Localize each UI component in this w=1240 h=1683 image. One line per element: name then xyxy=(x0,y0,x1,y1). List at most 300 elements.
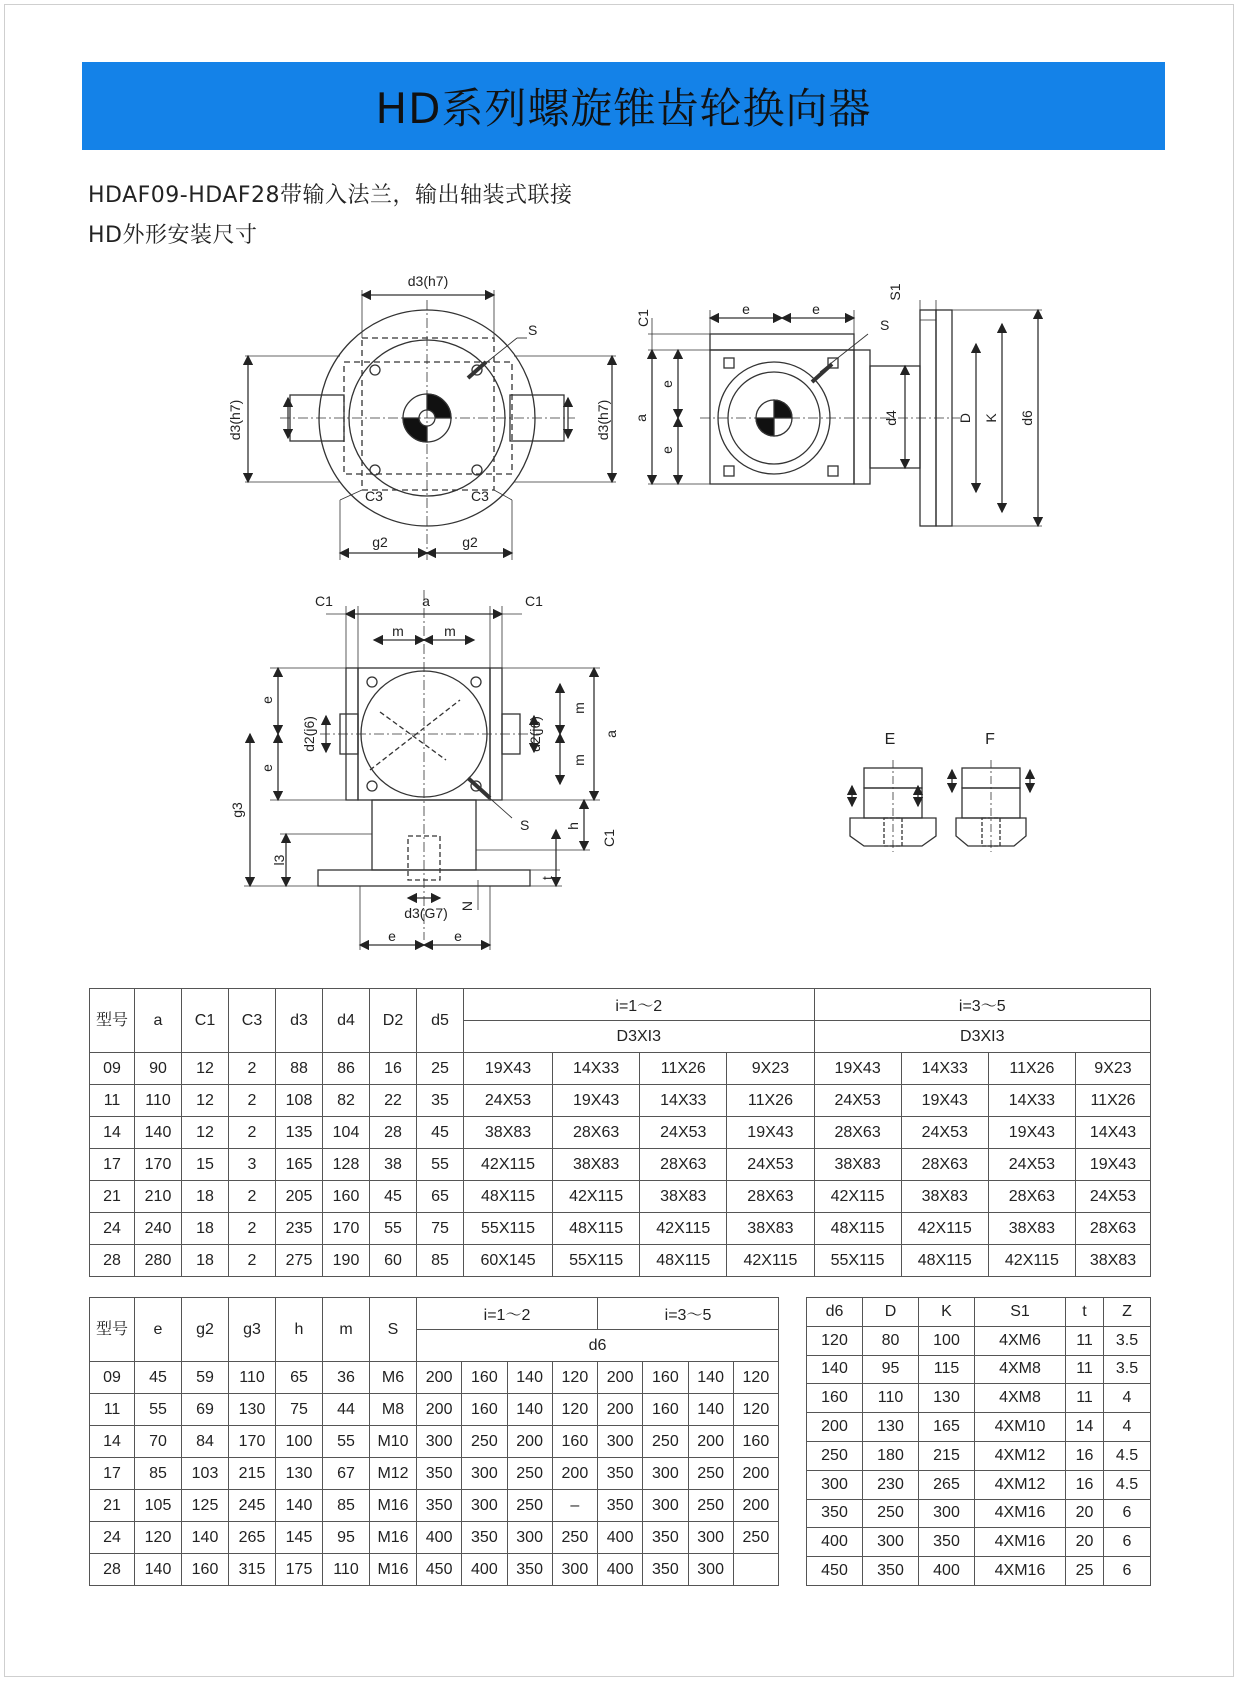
t2-row xyxy=(90,1362,779,1394)
t2-cell: 160 xyxy=(462,1362,507,1394)
t2-cell: 140 xyxy=(688,1394,733,1426)
t1-head-ratio-low: i=1～2 xyxy=(464,989,815,1021)
t2-cell: 95 xyxy=(323,1522,370,1554)
t1-cell: 45 xyxy=(370,1181,417,1213)
t1-cell: 28X63 xyxy=(1075,1213,1150,1245)
t3-head-D: D xyxy=(863,1298,919,1327)
t3-cell: 4XM8 xyxy=(975,1355,1066,1384)
label-a-top: a xyxy=(422,593,430,609)
t3-cell: 14 xyxy=(1066,1413,1104,1442)
t3-cell: 6 xyxy=(1103,1499,1150,1528)
t1-cell: 35 xyxy=(417,1085,464,1117)
t2-cell: 250 xyxy=(507,1490,552,1522)
t2-cell: 350 xyxy=(462,1522,507,1554)
t2-cell: 55 xyxy=(323,1426,370,1458)
t2-cell: 250 xyxy=(552,1522,597,1554)
t1-cell: 11X26 xyxy=(727,1085,814,1117)
t2-cell: 250 xyxy=(507,1458,552,1490)
t1-cell: 24 xyxy=(90,1213,135,1245)
t1-cell: 280 xyxy=(135,1245,182,1277)
label-a-right: a xyxy=(603,730,619,738)
subtitle-dimensions: HD外形安装尺寸 xyxy=(88,223,258,248)
t2-row xyxy=(90,1490,779,1522)
t1-cell: 85 xyxy=(417,1245,464,1277)
title-banner xyxy=(82,62,1165,150)
t3-row xyxy=(807,1326,1151,1355)
t2-cell: 59 xyxy=(182,1362,229,1394)
t1-cell: 14 xyxy=(90,1117,135,1149)
t2-cell: 125 xyxy=(182,1490,229,1522)
t1-cell: 38 xyxy=(370,1149,417,1181)
label-d2j6-right: d2(j6) xyxy=(527,716,543,752)
t1-cell: 19X43 xyxy=(814,1053,901,1085)
label-t: t xyxy=(539,876,555,880)
t2-cell: 250 xyxy=(643,1426,688,1458)
t3-cell: 4XM16 xyxy=(975,1499,1066,1528)
t2-cell: 140 xyxy=(182,1522,229,1554)
t2-cell: 17 xyxy=(90,1458,135,1490)
t2-cell xyxy=(733,1554,778,1586)
t1-cell: 88 xyxy=(276,1053,323,1085)
t1-cell: 55 xyxy=(417,1149,464,1181)
t1-cell: 12 xyxy=(182,1053,229,1085)
t2-cell: M6 xyxy=(370,1362,417,1394)
t1-cell: 60 xyxy=(370,1245,417,1277)
t2-cell: 28 xyxy=(90,1554,135,1586)
t3-cell: 6 xyxy=(1103,1557,1150,1586)
t1-cell: 275 xyxy=(276,1245,323,1277)
t2-cell: 350 xyxy=(417,1490,462,1522)
t1-cell: 12 xyxy=(182,1085,229,1117)
t3-cell: 140 xyxy=(807,1355,863,1384)
t2-cell: 300 xyxy=(643,1458,688,1490)
t1-cell: 55X115 xyxy=(814,1245,901,1277)
t2-cell: 85 xyxy=(323,1490,370,1522)
t2-cell: 69 xyxy=(182,1394,229,1426)
label-d3g7: d3(G7) xyxy=(404,905,448,921)
t2-cell: 120 xyxy=(733,1362,778,1394)
t1-cell: 48X115 xyxy=(814,1213,901,1245)
t1-cell: 15 xyxy=(182,1149,229,1181)
t2-cell: 44 xyxy=(323,1394,370,1426)
t3-cell: 110 xyxy=(863,1384,919,1413)
t3-cell: 350 xyxy=(807,1499,863,1528)
label-e-top-left: e xyxy=(742,301,750,317)
t1-cell: 38X83 xyxy=(901,1181,988,1213)
t1-cell: 18 xyxy=(182,1213,229,1245)
t1-cell: 240 xyxy=(135,1213,182,1245)
t2-row xyxy=(90,1458,779,1490)
t1-cell: 28X63 xyxy=(553,1117,640,1149)
t1-cell: 128 xyxy=(323,1149,370,1181)
t2-head-m: m xyxy=(323,1298,370,1362)
t3-cell: 20 xyxy=(1066,1528,1104,1557)
t3-cell: 16 xyxy=(1066,1470,1104,1499)
t1-cell: 24X53 xyxy=(640,1117,727,1149)
label-e-top-view-upper: e xyxy=(259,696,275,704)
t2-cell: 250 xyxy=(733,1522,778,1554)
t2-cell: M12 xyxy=(370,1458,417,1490)
t2-cell: M16 xyxy=(370,1554,417,1586)
t1-row xyxy=(90,1117,1151,1149)
t1-cell: 16 xyxy=(370,1053,417,1085)
t2-cell: 200 xyxy=(688,1426,733,1458)
t3-cell: 180 xyxy=(863,1441,919,1470)
t3-cell: 4XM6 xyxy=(975,1326,1066,1355)
t3-cell: 165 xyxy=(919,1413,975,1442)
t1-cell: 160 xyxy=(323,1181,370,1213)
t3-cell: 130 xyxy=(863,1413,919,1442)
t2-cell: 170 xyxy=(229,1426,276,1458)
t1-cell: 38X83 xyxy=(1075,1245,1150,1277)
t3-cell: 400 xyxy=(807,1528,863,1557)
t3-cell: 6 xyxy=(1103,1528,1150,1557)
t1-cell: 38X83 xyxy=(727,1213,814,1245)
t2-cell: 200 xyxy=(507,1426,552,1458)
t3-cell: 100 xyxy=(919,1326,975,1355)
t1-cell: 38X83 xyxy=(814,1149,901,1181)
t2-cell: 400 xyxy=(462,1554,507,1586)
t2-cell: 36 xyxy=(323,1362,370,1394)
t3-head-t: t xyxy=(1066,1298,1104,1327)
t3-cell: 11 xyxy=(1066,1326,1104,1355)
label-s-top-view: S xyxy=(520,817,530,833)
t1-head-model: 型号 xyxy=(90,989,135,1053)
t2-cell: 140 xyxy=(507,1394,552,1426)
t1-cell: 24X53 xyxy=(814,1085,901,1117)
page-title: HD系列螺旋锥齿轮换向器 xyxy=(375,84,872,133)
label-d6: d6 xyxy=(1019,410,1035,426)
t3-cell: 4.5 xyxy=(1103,1470,1150,1499)
t2-cell: 200 xyxy=(417,1362,462,1394)
label-a-side: a xyxy=(633,414,649,422)
t3-cell: 250 xyxy=(807,1441,863,1470)
t1-cell: 135 xyxy=(276,1117,323,1149)
t1-cell: 24X53 xyxy=(464,1085,553,1117)
t1-head-c3: C3 xyxy=(229,989,276,1053)
t3-cell: 120 xyxy=(807,1326,863,1355)
t2-cell: 250 xyxy=(688,1458,733,1490)
t2-cell: 300 xyxy=(598,1426,643,1458)
t2-cell: 350 xyxy=(643,1522,688,1554)
t2-cell: 140 xyxy=(276,1490,323,1522)
t2-cell: 200 xyxy=(552,1458,597,1490)
t2-cell: 09 xyxy=(90,1362,135,1394)
t1-cell: 14X43 xyxy=(1075,1117,1150,1149)
t3-cell: 4XM16 xyxy=(975,1528,1066,1557)
t3-cell: 350 xyxy=(863,1557,919,1586)
t2-cell: 215 xyxy=(229,1458,276,1490)
t2-cell: 120 xyxy=(135,1522,182,1554)
t2-cell: 11 xyxy=(90,1394,135,1426)
t2-cell: 300 xyxy=(552,1554,597,1586)
t2-cell: 120 xyxy=(552,1394,597,1426)
t3-head-Z: Z xyxy=(1103,1298,1150,1327)
t3-cell: 3.5 xyxy=(1103,1326,1150,1355)
t2-cell: 250 xyxy=(462,1426,507,1458)
label-g2-left: g2 xyxy=(372,534,388,550)
t2-cell: 65 xyxy=(276,1362,323,1394)
t1-head-d3: d3 xyxy=(276,989,323,1053)
t1-cell: 24X53 xyxy=(1075,1181,1150,1213)
t3-cell: 4 xyxy=(1103,1384,1150,1413)
t2-cell: 70 xyxy=(135,1426,182,1458)
label-s1: S1 xyxy=(887,283,903,301)
t2-cell: 160 xyxy=(552,1426,597,1458)
t2-cell: 350 xyxy=(598,1490,643,1522)
t1-cell: 48X115 xyxy=(464,1181,553,1213)
t2-head-h: h xyxy=(276,1298,323,1362)
t1-cell: 28X63 xyxy=(727,1181,814,1213)
t3-head-S1: S1 xyxy=(975,1298,1066,1327)
t1-cell: 55X115 xyxy=(464,1213,553,1245)
t3-cell: 160 xyxy=(807,1384,863,1413)
t2-head-e: e xyxy=(135,1298,182,1362)
t3-cell: 25 xyxy=(1066,1557,1104,1586)
t3-cell: 11 xyxy=(1066,1384,1104,1413)
label-g3: g3 xyxy=(229,802,245,818)
t2-cell: 300 xyxy=(688,1522,733,1554)
t1-cell: 19X43 xyxy=(1075,1149,1150,1181)
t1-cell: 24X53 xyxy=(901,1117,988,1149)
t2-cell: 120 xyxy=(552,1362,597,1394)
t2-cell: 140 xyxy=(688,1362,733,1394)
t1-cell: 110 xyxy=(135,1085,182,1117)
t1-cell: 140 xyxy=(135,1117,182,1149)
t1-row xyxy=(90,1245,1151,1277)
t3-row xyxy=(807,1441,1151,1470)
t2-body xyxy=(90,1362,779,1586)
label-N: N xyxy=(459,900,475,912)
t1-row xyxy=(90,1213,1151,1245)
t1-cell: 14X33 xyxy=(988,1085,1075,1117)
t3-cell: 230 xyxy=(863,1470,919,1499)
t3-head-K: K xyxy=(919,1298,975,1327)
t1-cell: 11X26 xyxy=(1075,1085,1150,1117)
t2-cell: 160 xyxy=(462,1394,507,1426)
label-e-side-lower: e xyxy=(659,446,675,454)
label-c1-right: C1 xyxy=(601,829,617,847)
t1-cell: 48X115 xyxy=(901,1245,988,1277)
t2-cell: 300 xyxy=(462,1490,507,1522)
t3-cell: 4XM8 xyxy=(975,1384,1066,1413)
label-c1-top-left: C1 xyxy=(315,593,333,609)
t1-cell: 19X43 xyxy=(901,1085,988,1117)
t2-cell: 140 xyxy=(507,1362,552,1394)
t2-cell: 200 xyxy=(598,1394,643,1426)
t3-row xyxy=(807,1557,1151,1586)
t1-cell: 55X115 xyxy=(553,1245,640,1277)
t2-cell: 160 xyxy=(643,1394,688,1426)
t3-cell: 200 xyxy=(807,1413,863,1442)
t3-cell: 11 xyxy=(1066,1355,1104,1384)
t2-head-ratio-high: i=3～5 xyxy=(598,1298,779,1330)
label-c3-right: C3 xyxy=(471,488,489,504)
label-d2j6-left: d2(j6) xyxy=(301,716,317,752)
t3-row xyxy=(807,1499,1151,1528)
label-d3h7-left: d3(h7) xyxy=(227,399,243,441)
label-m-top-right: m xyxy=(444,623,456,639)
t2-cell: 130 xyxy=(229,1394,276,1426)
t1-cell: 2 xyxy=(229,1085,276,1117)
t1-head-a: a xyxy=(135,989,182,1053)
label-K: K xyxy=(983,413,999,423)
t2-cell: 14 xyxy=(90,1426,135,1458)
t1-cell: 12 xyxy=(182,1117,229,1149)
t2-cell: 350 xyxy=(417,1458,462,1490)
t3-cell: 130 xyxy=(919,1384,975,1413)
flange-table xyxy=(806,1297,1151,1586)
label-l3: l3 xyxy=(271,854,287,866)
t3-cell: 300 xyxy=(919,1499,975,1528)
label-g2-right: g2 xyxy=(462,534,478,550)
t1-cell: 19X43 xyxy=(553,1085,640,1117)
t2-cell: M10 xyxy=(370,1426,417,1458)
t3-cell: 265 xyxy=(919,1470,975,1499)
t2-head-ratio-low: i=1～2 xyxy=(417,1298,598,1330)
t1-cell: 17 xyxy=(90,1149,135,1181)
label-h: h xyxy=(565,822,581,830)
t3-cell: 115 xyxy=(919,1355,975,1384)
t2-cell: 175 xyxy=(276,1554,323,1586)
label-m-top-left: m xyxy=(392,623,404,639)
t2-cell: 105 xyxy=(135,1490,182,1522)
label-D: D xyxy=(957,412,973,424)
t3-cell: 3.5 xyxy=(1103,1355,1150,1384)
label-m-right-lower: m xyxy=(571,754,587,766)
t3-cell: 4XM12 xyxy=(975,1441,1066,1470)
t2-cell: M16 xyxy=(370,1522,417,1554)
label-m-right-upper: m xyxy=(571,702,587,714)
t1-cell: 28 xyxy=(370,1117,417,1149)
t1-row xyxy=(90,1085,1151,1117)
t1-cell: 42X115 xyxy=(464,1149,553,1181)
t1-cell: 86 xyxy=(323,1053,370,1085)
t3-cell: 4XM12 xyxy=(975,1470,1066,1499)
t1-cell: 48X115 xyxy=(553,1213,640,1245)
t2-cell: 140 xyxy=(135,1554,182,1586)
t3-cell: 215 xyxy=(919,1441,975,1470)
label-c1-side: C1 xyxy=(635,309,651,327)
t1-cell: 19X43 xyxy=(464,1053,553,1085)
t1-cell: 2 xyxy=(229,1181,276,1213)
t3-head-d6: d6 xyxy=(807,1298,863,1327)
t1-cell: 42X115 xyxy=(553,1181,640,1213)
t2-head-s: S xyxy=(370,1298,417,1362)
t2-cell: 250 xyxy=(688,1490,733,1522)
t1-cell: 28X63 xyxy=(901,1149,988,1181)
t1-cell: 65 xyxy=(417,1181,464,1213)
label-c1-top-right: C1 xyxy=(525,593,543,609)
t1-cell: 28X63 xyxy=(814,1117,901,1149)
t2-cell: 245 xyxy=(229,1490,276,1522)
t2-cell: 24 xyxy=(90,1522,135,1554)
t1-cell: 11X26 xyxy=(640,1053,727,1085)
t2-row xyxy=(90,1522,779,1554)
t2-cell: 110 xyxy=(323,1554,370,1586)
t1-head-d4: d4 xyxy=(323,989,370,1053)
t1-cell: 42X115 xyxy=(988,1245,1075,1277)
t3-cell: 20 xyxy=(1066,1499,1104,1528)
t1-cell: 235 xyxy=(276,1213,323,1245)
t1-sub-high: D3XI3 xyxy=(814,1021,1150,1053)
t2-cell: 110 xyxy=(229,1362,276,1394)
label-d4: d4 xyxy=(883,410,899,426)
t1-head-d2: D2 xyxy=(370,989,417,1053)
t3-cell: 95 xyxy=(863,1355,919,1384)
t3-row xyxy=(807,1470,1151,1499)
t2-cell: 103 xyxy=(182,1458,229,1490)
t1-cell: 170 xyxy=(135,1149,182,1181)
t1-cell: 28 xyxy=(90,1245,135,1277)
t1-cell: 11 xyxy=(90,1085,135,1117)
t3-cell: 4XM16 xyxy=(975,1557,1066,1586)
t2-cell: 130 xyxy=(276,1458,323,1490)
t2-cell: 350 xyxy=(643,1554,688,1586)
t1-cell: 205 xyxy=(276,1181,323,1213)
t2-cell: M8 xyxy=(370,1394,417,1426)
t2-cell: 200 xyxy=(598,1362,643,1394)
t1-cell: 60X145 xyxy=(464,1245,553,1277)
t1-row xyxy=(90,1181,1151,1213)
t1-cell: 24X53 xyxy=(727,1149,814,1181)
t3-cell: 4.5 xyxy=(1103,1441,1150,1470)
t2-cell: – xyxy=(552,1490,597,1522)
t2-cell: 300 xyxy=(507,1522,552,1554)
label-e-bottom-left: e xyxy=(388,928,396,944)
t1-cell: 104 xyxy=(323,1117,370,1149)
t2-cell: 400 xyxy=(598,1554,643,1586)
t1-cell: 19X43 xyxy=(727,1117,814,1149)
t2-cell: 300 xyxy=(643,1490,688,1522)
t1-head-c1: C1 xyxy=(182,989,229,1053)
t1-cell: 75 xyxy=(417,1213,464,1245)
t1-cell: 3 xyxy=(229,1149,276,1181)
t2-cell: 300 xyxy=(417,1426,462,1458)
t1-row xyxy=(90,1149,1151,1181)
t2-cell: 350 xyxy=(507,1554,552,1586)
t1-cell: 38X83 xyxy=(988,1213,1075,1245)
t1-cell: 210 xyxy=(135,1181,182,1213)
t2-sub-d6: d6 xyxy=(417,1330,779,1362)
t3-cell: 300 xyxy=(863,1528,919,1557)
t1-body xyxy=(90,1053,1151,1277)
t1-cell: 42X115 xyxy=(814,1181,901,1213)
t1-cell: 14X33 xyxy=(553,1053,640,1085)
t3-row xyxy=(807,1355,1151,1384)
t2-cell: 55 xyxy=(135,1394,182,1426)
label-d3h7-right: d3(h7) xyxy=(595,399,611,441)
t1-cell: 42X115 xyxy=(727,1245,814,1277)
t3-body xyxy=(807,1326,1151,1585)
t1-sub-low: D3XI3 xyxy=(464,1021,815,1053)
t3-cell: 400 xyxy=(919,1557,975,1586)
t3-cell: 16 xyxy=(1066,1441,1104,1470)
t2-cell: 200 xyxy=(733,1458,778,1490)
t1-cell: 90 xyxy=(135,1053,182,1085)
t2-cell: 160 xyxy=(182,1554,229,1586)
label-e-top-right: e xyxy=(812,301,820,317)
t2-cell: 300 xyxy=(462,1458,507,1490)
t3-cell: 4 xyxy=(1103,1413,1150,1442)
t1-cell: 28X63 xyxy=(988,1181,1075,1213)
t2-cell: 160 xyxy=(733,1426,778,1458)
label-e-side-upper: e xyxy=(659,380,675,388)
t2-cell: 400 xyxy=(417,1522,462,1554)
t1-cell: 2 xyxy=(229,1245,276,1277)
label-c3-left: C3 xyxy=(365,488,383,504)
t1-head-d5: d5 xyxy=(417,989,464,1053)
